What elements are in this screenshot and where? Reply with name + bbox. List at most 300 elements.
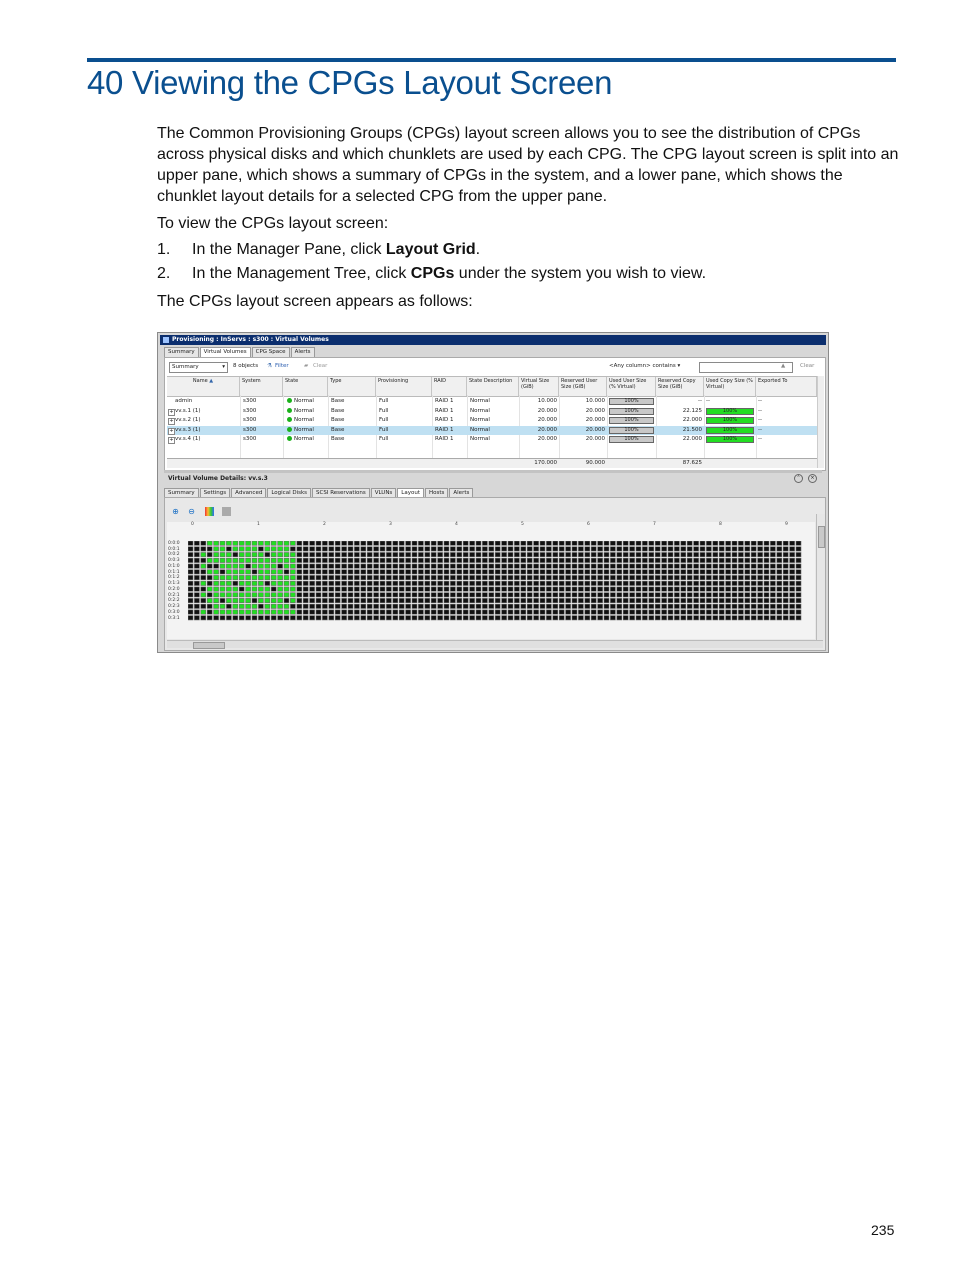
- chunklet-free[interactable]: [482, 581, 487, 585]
- chunklet-free[interactable]: [514, 610, 519, 614]
- chunklet-free[interactable]: [188, 541, 193, 545]
- chunklet-free[interactable]: [630, 575, 635, 579]
- chunklet-free[interactable]: [188, 581, 193, 585]
- expand-icon[interactable]: +: [169, 418, 174, 425]
- chunklet-used[interactable]: [226, 564, 231, 568]
- chunklet-used[interactable]: [233, 575, 238, 579]
- chunklet-free[interactable]: [770, 581, 775, 585]
- chunklet-free[interactable]: [450, 598, 455, 602]
- search-input[interactable]: [699, 362, 793, 373]
- expand-icon[interactable]: +: [169, 437, 174, 444]
- chunklet-free[interactable]: [681, 575, 686, 579]
- chunklet-free[interactable]: [687, 547, 692, 551]
- chunklet-free[interactable]: [783, 558, 788, 562]
- chunklet-free[interactable]: [514, 558, 519, 562]
- chunklet-free[interactable]: [303, 598, 308, 602]
- chunklet-free[interactable]: [630, 593, 635, 597]
- chunklet-free[interactable]: [322, 598, 327, 602]
- chunklet-free[interactable]: [476, 552, 481, 556]
- chunklet-free[interactable]: [610, 616, 615, 620]
- chunklet-free[interactable]: [521, 558, 526, 562]
- chunklet-free[interactable]: [418, 598, 423, 602]
- chunklet-free[interactable]: [706, 581, 711, 585]
- chunklet-free[interactable]: [354, 604, 359, 608]
- chunklet-free[interactable]: [668, 598, 673, 602]
- chunklet-used[interactable]: [220, 564, 225, 568]
- chunklet-free[interactable]: [604, 593, 609, 597]
- chunklet-free[interactable]: [431, 587, 436, 591]
- chunklet-free[interactable]: [508, 587, 513, 591]
- chunklet-free[interactable]: [444, 570, 449, 574]
- chunklet-free[interactable]: [604, 587, 609, 591]
- chunklet-free[interactable]: [546, 587, 551, 591]
- chunklet-free[interactable]: [470, 604, 475, 608]
- chunklet-free[interactable]: [642, 564, 647, 568]
- chunklet-free[interactable]: [706, 587, 711, 591]
- chunklet-free[interactable]: [354, 570, 359, 574]
- chunklet-free[interactable]: [194, 616, 199, 620]
- chunklet-free[interactable]: [508, 598, 513, 602]
- chunklet-free[interactable]: [406, 604, 411, 608]
- chunklet-free[interactable]: [527, 570, 532, 574]
- chunklet-free[interactable]: [431, 547, 436, 551]
- chunklet-free[interactable]: [604, 610, 609, 614]
- chunklet-free[interactable]: [303, 558, 308, 562]
- chunklet-free[interactable]: [681, 598, 686, 602]
- chunklet-used[interactable]: [226, 610, 231, 614]
- chunklet-free[interactable]: [508, 575, 513, 579]
- chunklet-free[interactable]: [674, 552, 679, 556]
- chunklet-free[interactable]: [194, 541, 199, 545]
- chunklet-free[interactable]: [713, 541, 718, 545]
- chunklet-free[interactable]: [751, 581, 756, 585]
- chunklet-used[interactable]: [214, 558, 219, 562]
- chunklet-free[interactable]: [463, 616, 468, 620]
- chunklet-free[interactable]: [694, 552, 699, 556]
- chunklet-free[interactable]: [412, 610, 417, 614]
- chunklet-free[interactable]: [438, 552, 443, 556]
- chunklet-free[interactable]: [591, 575, 596, 579]
- chunklet-free[interactable]: [418, 610, 423, 614]
- chunklet-free[interactable]: [585, 616, 590, 620]
- chunklet-free[interactable]: [732, 610, 737, 614]
- chunklet-free[interactable]: [386, 570, 391, 574]
- chunklet-free[interactable]: [706, 552, 711, 556]
- chunklet-free[interactable]: [713, 616, 718, 620]
- chunklet-free[interactable]: [444, 587, 449, 591]
- chunklet-free[interactable]: [303, 552, 308, 556]
- chunklet-free[interactable]: [194, 610, 199, 614]
- chunklet-free[interactable]: [495, 547, 500, 551]
- chunklet-free[interactable]: [790, 564, 795, 568]
- chunklet-used[interactable]: [252, 564, 257, 568]
- chunklet-free[interactable]: [374, 587, 379, 591]
- chunklet-free[interactable]: [310, 552, 315, 556]
- chunklet-free[interactable]: [758, 604, 763, 608]
- tab-cpg-space[interactable]: CPG Space: [252, 347, 290, 357]
- chunklet-free[interactable]: [457, 558, 462, 562]
- chunklet-used[interactable]: [290, 552, 295, 556]
- chunklet-free[interactable]: [476, 547, 481, 551]
- chunklet-free[interactable]: [329, 598, 334, 602]
- chunklet-free[interactable]: [553, 593, 558, 597]
- chunklet-free[interactable]: [220, 598, 225, 602]
- chunklet-free[interactable]: [642, 547, 647, 551]
- chunklet-free[interactable]: [431, 552, 436, 556]
- chunklet-free[interactable]: [790, 604, 795, 608]
- chunklet-free[interactable]: [668, 541, 673, 545]
- chunklet-free[interactable]: [367, 593, 372, 597]
- chunklet-free[interactable]: [662, 604, 667, 608]
- chunklet-free[interactable]: [783, 610, 788, 614]
- filter-button[interactable]: Filter: [275, 363, 289, 369]
- chunklet-free[interactable]: [604, 558, 609, 562]
- chunklet-free[interactable]: [585, 552, 590, 556]
- chunklet-free[interactable]: [342, 570, 347, 574]
- chunklet-free[interactable]: [386, 598, 391, 602]
- chunklet-free[interactable]: [553, 547, 558, 551]
- chunklet-free[interactable]: [604, 552, 609, 556]
- chunklet-free[interactable]: [777, 598, 782, 602]
- chunklet-free[interactable]: [303, 593, 308, 597]
- layout-horizontal-scrollbar[interactable]: [167, 640, 823, 648]
- chunklet-free[interactable]: [297, 604, 302, 608]
- chunklet-free[interactable]: [591, 593, 596, 597]
- chunklet-free[interactable]: [201, 575, 206, 579]
- chunklet-free[interactable]: [207, 616, 212, 620]
- chunklet-free[interactable]: [470, 547, 475, 551]
- tab-alerts-detail[interactable]: Alerts: [449, 488, 473, 498]
- chunklet-free[interactable]: [578, 564, 583, 568]
- chunklet-used[interactable]: [246, 610, 251, 614]
- chunklet-free[interactable]: [514, 547, 519, 551]
- chunklet-free[interactable]: [553, 552, 558, 556]
- chunklet-free[interactable]: [694, 541, 699, 545]
- chunklet-free[interactable]: [610, 604, 615, 608]
- chunklet-free[interactable]: [406, 547, 411, 551]
- chunklet-used[interactable]: [239, 598, 244, 602]
- chunklet-free[interactable]: [399, 610, 404, 614]
- chunklet-free[interactable]: [700, 541, 705, 545]
- chunklet-free[interactable]: [796, 552, 801, 556]
- chunklet-used[interactable]: [214, 547, 219, 551]
- chunklet-free[interactable]: [770, 564, 775, 568]
- chunklet-free[interactable]: [617, 558, 622, 562]
- chunklet-free[interactable]: [457, 604, 462, 608]
- chunklet-free[interactable]: [482, 598, 487, 602]
- table-row[interactable]: [167, 416, 817, 426]
- chunklet-free[interactable]: [770, 604, 775, 608]
- chunklet-free[interactable]: [450, 616, 455, 620]
- chunklet-free[interactable]: [194, 604, 199, 608]
- chunklet-free[interactable]: [796, 610, 801, 614]
- chunklet-free[interactable]: [566, 593, 571, 597]
- chunklet-free[interactable]: [412, 547, 417, 551]
- chunklet-free[interactable]: [393, 593, 398, 597]
- chunklet-free[interactable]: [329, 575, 334, 579]
- chunklet-free[interactable]: [386, 547, 391, 551]
- chunklet-free[interactable]: [482, 575, 487, 579]
- chunklet-free[interactable]: [380, 552, 385, 556]
- chunklet-free[interactable]: [687, 564, 692, 568]
- chunklet-free[interactable]: [476, 541, 481, 545]
- chunklet-free[interactable]: [553, 575, 558, 579]
- chunklet-free[interactable]: [790, 581, 795, 585]
- chunklet-free[interactable]: [700, 593, 705, 597]
- chunklet-free[interactable]: [418, 547, 423, 551]
- chunklet-free[interactable]: [495, 564, 500, 568]
- chunklet-free[interactable]: [431, 575, 436, 579]
- chunklet-free[interactable]: [777, 581, 782, 585]
- chunklet-free[interactable]: [386, 564, 391, 568]
- chunklet-used[interactable]: [239, 593, 244, 597]
- chunklet-free[interactable]: [431, 593, 436, 597]
- chunklet-free[interactable]: [630, 547, 635, 551]
- chunklet-free[interactable]: [546, 593, 551, 597]
- chunklet-free[interactable]: [578, 598, 583, 602]
- chunklet-used[interactable]: [252, 610, 257, 614]
- chunklet-free[interactable]: [700, 570, 705, 574]
- chunklet-used[interactable]: [258, 558, 263, 562]
- chunklet-free[interactable]: [463, 610, 468, 614]
- chunklet-free[interactable]: [508, 558, 513, 562]
- chunklet-free[interactable]: [361, 541, 366, 545]
- chunklet-free[interactable]: [457, 575, 462, 579]
- chunklet-free[interactable]: [566, 604, 571, 608]
- chunklet-used[interactable]: [214, 552, 219, 556]
- chunklet-free[interactable]: [258, 604, 263, 608]
- chunklet-free[interactable]: [425, 587, 430, 591]
- chunklet-free[interactable]: [790, 575, 795, 579]
- chunklet-free[interactable]: [687, 593, 692, 597]
- chunklet-used[interactable]: [278, 552, 283, 556]
- chunklet-free[interactable]: [316, 558, 321, 562]
- chunklet-free[interactable]: [425, 598, 430, 602]
- chunklet-free[interactable]: [758, 575, 763, 579]
- chunklet-free[interactable]: [738, 558, 743, 562]
- chunklet-free[interactable]: [706, 604, 711, 608]
- chunklet-free[interactable]: [546, 610, 551, 614]
- chunklet-free[interactable]: [310, 541, 315, 545]
- chunklet-free[interactable]: [559, 570, 564, 574]
- chunklet-free[interactable]: [508, 581, 513, 585]
- chunklet-free[interactable]: [758, 558, 763, 562]
- chunklet-free[interactable]: [412, 598, 417, 602]
- chunklet-free[interactable]: [610, 610, 615, 614]
- chunklet-free[interactable]: [527, 593, 532, 597]
- chunklet-free[interactable]: [310, 558, 315, 562]
- chunklet-free[interactable]: [367, 598, 372, 602]
- chunklet-free[interactable]: [226, 604, 231, 608]
- chunklet-free[interactable]: [572, 575, 577, 579]
- chunklet-free[interactable]: [489, 581, 494, 585]
- chunklet-free[interactable]: [322, 547, 327, 551]
- chunklet-free[interactable]: [322, 593, 327, 597]
- chunklet-free[interactable]: [457, 581, 462, 585]
- chunklet-free[interactable]: [380, 587, 385, 591]
- chunklet-used[interactable]: [252, 575, 257, 579]
- chunklet-used[interactable]: [271, 598, 276, 602]
- chunklet-free[interactable]: [630, 598, 635, 602]
- chunklet-used[interactable]: [246, 581, 251, 585]
- chunklet-free[interactable]: [431, 564, 436, 568]
- chunklet-free[interactable]: [335, 593, 340, 597]
- chunklet-free[interactable]: [591, 610, 596, 614]
- chunklet-free[interactable]: [642, 587, 647, 591]
- chunklet-free[interactable]: [668, 570, 673, 574]
- chunklet-free[interactable]: [738, 610, 743, 614]
- table-row[interactable]: [167, 435, 817, 445]
- chunklet-free[interactable]: [623, 581, 628, 585]
- chunklet-free[interactable]: [732, 598, 737, 602]
- chunklet-used[interactable]: [265, 558, 270, 562]
- chunklet-free[interactable]: [226, 616, 231, 620]
- chunklet-free[interactable]: [758, 547, 763, 551]
- chunklet-free[interactable]: [630, 610, 635, 614]
- chunklet-free[interactable]: [374, 581, 379, 585]
- chunklet-free[interactable]: [348, 552, 353, 556]
- chunklet-free[interactable]: [188, 564, 193, 568]
- chunklet-free[interactable]: [527, 604, 532, 608]
- chunklet-free[interactable]: [764, 575, 769, 579]
- chunklet-free[interactable]: [553, 541, 558, 545]
- chunklet-free[interactable]: [700, 610, 705, 614]
- chunklet-used[interactable]: [233, 593, 238, 597]
- chunklet-free[interactable]: [450, 581, 455, 585]
- chunklet-free[interactable]: [649, 575, 654, 579]
- chunklet-free[interactable]: [374, 570, 379, 574]
- chunklet-free[interactable]: [770, 552, 775, 556]
- chunklet-free[interactable]: [758, 564, 763, 568]
- chunklet-free[interactable]: [732, 604, 737, 608]
- chunklet-used[interactable]: [278, 598, 283, 602]
- chunklet-free[interactable]: [636, 570, 641, 574]
- chunklet-used[interactable]: [284, 558, 289, 562]
- chunklet-free[interactable]: [399, 604, 404, 608]
- chunklet-free[interactable]: [642, 575, 647, 579]
- chunklet-free[interactable]: [668, 604, 673, 608]
- chunklet-free[interactable]: [674, 564, 679, 568]
- chunklet-free[interactable]: [348, 598, 353, 602]
- chunklet-free[interactable]: [655, 610, 660, 614]
- chunklet-free[interactable]: [681, 570, 686, 574]
- chunklet-free[interactable]: [559, 616, 564, 620]
- chunklet-free[interactable]: [738, 570, 743, 574]
- chunklet-free[interactable]: [745, 547, 750, 551]
- chunklet-free[interactable]: [738, 604, 743, 608]
- chunklet-free[interactable]: [489, 541, 494, 545]
- chunklet-free[interactable]: [719, 593, 724, 597]
- tab-summary-detail[interactable]: Summary: [164, 488, 199, 498]
- chunklet-used[interactable]: [233, 604, 238, 608]
- chunklet-free[interactable]: [726, 547, 731, 551]
- chunklet-free[interactable]: [393, 610, 398, 614]
- chunklet-free[interactable]: [489, 587, 494, 591]
- chunklet-free[interactable]: [380, 616, 385, 620]
- chunklet-used[interactable]: [258, 575, 263, 579]
- chunklet-free[interactable]: [316, 604, 321, 608]
- chunklet-free[interactable]: [694, 598, 699, 602]
- chunklet-free[interactable]: [265, 581, 270, 585]
- chunklet-free[interactable]: [444, 564, 449, 568]
- chunklet-free[interactable]: [553, 587, 558, 591]
- chunklet-free[interactable]: [770, 575, 775, 579]
- chunklet-free[interactable]: [495, 552, 500, 556]
- chunklet-free[interactable]: [418, 552, 423, 556]
- chunklet-free[interactable]: [514, 587, 519, 591]
- chunklet-used[interactable]: [220, 581, 225, 585]
- chunklet-free[interactable]: [431, 541, 436, 545]
- chunklet-free[interactable]: [457, 616, 462, 620]
- chunklet-free[interactable]: [700, 598, 705, 602]
- chunklet-free[interactable]: [322, 558, 327, 562]
- chunklet-used[interactable]: [239, 604, 244, 608]
- chunklet-free[interactable]: [534, 616, 539, 620]
- chunklet-free[interactable]: [694, 575, 699, 579]
- chunklet-free[interactable]: [367, 610, 372, 614]
- chunklet-free[interactable]: [770, 616, 775, 620]
- chunklet-free[interactable]: [342, 610, 347, 614]
- chunklet-free[interactable]: [354, 593, 359, 597]
- chunklet-free[interactable]: [674, 604, 679, 608]
- chunklet-free[interactable]: [726, 598, 731, 602]
- chunklet-free[interactable]: [322, 575, 327, 579]
- chunklet-free[interactable]: [540, 598, 545, 602]
- chunklet-free[interactable]: [476, 593, 481, 597]
- chunklet-free[interactable]: [406, 598, 411, 602]
- chunklet-free[interactable]: [310, 598, 315, 602]
- chunklet-free[interactable]: [559, 581, 564, 585]
- chunklet-free[interactable]: [604, 598, 609, 602]
- chunklet-free[interactable]: [636, 558, 641, 562]
- chunklet-used[interactable]: [214, 575, 219, 579]
- chunklet-free[interactable]: [361, 552, 366, 556]
- chunklet-free[interactable]: [444, 604, 449, 608]
- column-header[interactable]: RAID: [432, 377, 467, 396]
- chunklet-free[interactable]: [521, 581, 526, 585]
- chunklet-used[interactable]: [278, 558, 283, 562]
- chunklet-used[interactable]: [226, 575, 231, 579]
- chunklet-free[interactable]: [450, 593, 455, 597]
- chunklet-free[interactable]: [738, 564, 743, 568]
- chunklet-free[interactable]: [367, 570, 372, 574]
- chunklet-free[interactable]: [271, 616, 276, 620]
- chunklet-used[interactable]: [284, 581, 289, 585]
- chunklet-free[interactable]: [322, 552, 327, 556]
- chunklet-free[interactable]: [617, 552, 622, 556]
- chunklet-free[interactable]: [450, 541, 455, 545]
- chunklet-free[interactable]: [706, 558, 711, 562]
- chunklet-free[interactable]: [495, 598, 500, 602]
- chunklet-free[interactable]: [361, 587, 366, 591]
- chunklet-free[interactable]: [668, 616, 673, 620]
- chunklet-free[interactable]: [630, 570, 635, 574]
- chunklet-free[interactable]: [412, 552, 417, 556]
- chunklet-free[interactable]: [361, 547, 366, 551]
- chunklet-free[interactable]: [591, 598, 596, 602]
- chunklet-free[interactable]: [546, 564, 551, 568]
- chunklet-free[interactable]: [322, 616, 327, 620]
- pane-splitter[interactable]: [164, 470, 822, 473]
- tab-summary[interactable]: Summary: [164, 347, 199, 357]
- chunklet-free[interactable]: [681, 604, 686, 608]
- chunklet-free[interactable]: [783, 604, 788, 608]
- chunklet-free[interactable]: [406, 558, 411, 562]
- chunklet-free[interactable]: [207, 581, 212, 585]
- chunklet-free[interactable]: [322, 541, 327, 545]
- chunklet-free[interactable]: [252, 616, 257, 620]
- chunklet-free[interactable]: [335, 604, 340, 608]
